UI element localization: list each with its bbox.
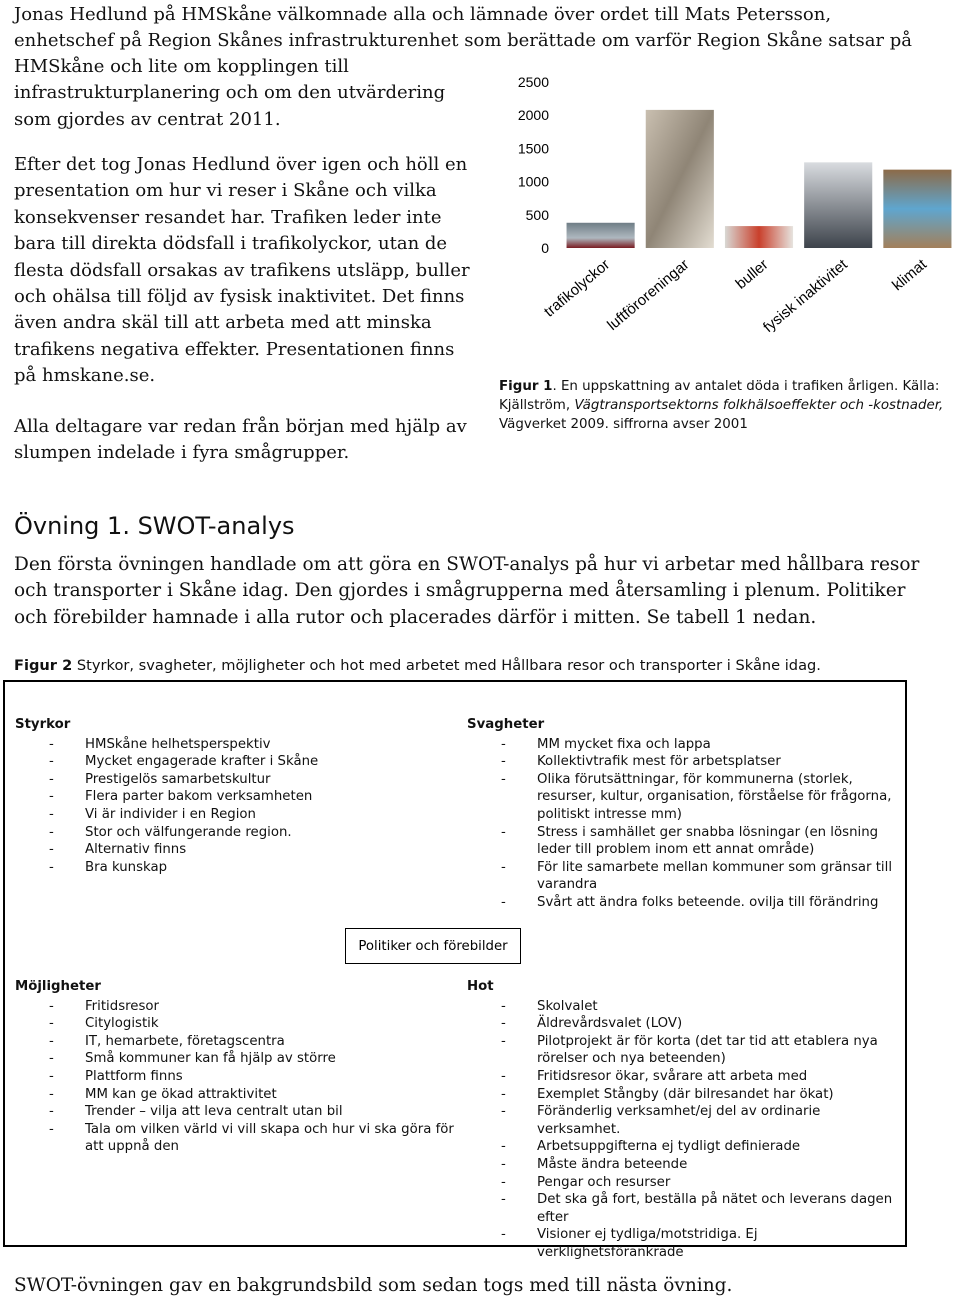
- bullet-dash: -: [501, 1033, 506, 1049]
- quadrant-title: Möjligheter: [15, 979, 101, 994]
- swot-item-text: Det ska gå fort, beställa på nätet och leverans dagen: [537, 1192, 893, 1208]
- bar-fysisk-inaktivitet: [804, 162, 872, 248]
- groups-paragraph: [14, 414, 484, 467]
- bullet-dash: -: [49, 1068, 54, 1084]
- swot-item-text: Prestigelös samarbetskultur: [85, 771, 271, 787]
- weaknesses-list: [467, 736, 897, 912]
- bar-trafikolyckor: [567, 223, 635, 248]
- swot-item-text: politiskt intresse mm): [537, 806, 682, 822]
- bullet-dash: -: [49, 771, 54, 787]
- section-heading: Övning 1. SWOT-analys: [14, 512, 295, 540]
- x-tick-label: trafikolyckor: [540, 256, 614, 321]
- bullet-dash: -: [49, 736, 54, 752]
- swot-item: [467, 1086, 907, 1104]
- swot-opportunities: [15, 978, 455, 1156]
- swot-item-text: Svårt att ändra folks beteende. ovilja till förändring: [537, 894, 879, 910]
- bullet-dash: -: [501, 859, 506, 875]
- swot-item-text: Arbetsuppgifterna ej tydligt definierade: [537, 1139, 801, 1155]
- swot-threats: [467, 978, 907, 1262]
- bar-luftföroreningar: [646, 110, 714, 248]
- swot-item: [467, 1068, 907, 1086]
- closing-paragraph: SWOT-övningen gav en bakgrundsbild som sedan togs med till nästa övning.: [14, 1275, 733, 1296]
- swot-item-text: Trender – vilja att leva centralt utan bil: [85, 1104, 343, 1120]
- swot-item-text: resurser, kultur, organisation, förståelse för frågorna,: [537, 789, 892, 805]
- figure-1-label: Figur 1: [499, 379, 553, 394]
- swot-item-text: Kollektivtrafik mest för arbetsplatser: [537, 754, 781, 770]
- text-line: och förebilder hamnade i alla rutor och placerades därför i mitten. Se tabell 1 nedan.: [14, 606, 817, 628]
- x-tick-label: buller: [732, 256, 772, 293]
- swot-item: [467, 736, 897, 754]
- bullet-dash: -: [49, 1033, 54, 1049]
- swot-item: [467, 1015, 907, 1033]
- y-tick-label: 0: [541, 240, 549, 256]
- swot-item: [15, 1015, 455, 1033]
- bullet-dash: -: [49, 1016, 54, 1032]
- swot-item-text: Pengar och resurser: [537, 1174, 671, 1190]
- swot-item-text: Måste ändra beteende: [537, 1156, 688, 1172]
- bullet-dash: -: [501, 1139, 506, 1155]
- bullet-dash: -: [501, 1227, 506, 1243]
- swot-item: [15, 841, 435, 859]
- bullet-dash: -: [501, 1174, 506, 1190]
- x-tick-label: klimat: [889, 256, 930, 295]
- figure-2-label: Figur 2: [14, 657, 73, 674]
- quadrant-title: Styrkor: [15, 717, 71, 732]
- bar-klimat: [883, 170, 951, 248]
- swot-item: [467, 1156, 907, 1174]
- bullet-dash: -: [49, 859, 54, 875]
- swot-item: [467, 859, 897, 894]
- swot-item-text: IT, hemarbete, företagscentra: [85, 1033, 285, 1049]
- bullet-dash: -: [501, 1068, 506, 1084]
- bullet-dash: -: [49, 824, 54, 840]
- bullet-dash: -: [501, 1156, 506, 1172]
- swot-item: [467, 1033, 907, 1068]
- text-line: Alla deltagare var redan från början med hjälp av: [14, 416, 467, 437]
- swot-item: [15, 1086, 455, 1104]
- chart-svg: [495, 66, 960, 361]
- y-tick-label: 2000: [517, 107, 549, 124]
- swot-item-text: leder till problem inom ett annat område): [537, 842, 815, 858]
- bullet-dash: -: [49, 789, 54, 805]
- figure-2-caption: [14, 657, 954, 674]
- swot-item: [467, 1191, 907, 1226]
- swot-item: [467, 1138, 907, 1156]
- swot-item: [15, 824, 435, 842]
- presentation-paragraph: [14, 152, 484, 390]
- caption-text: Styrkor, svagheter, möjligheter och hot med arbetet med Hållbara resor och transporter i Skåne idag.: [72, 657, 821, 674]
- swot-item: [467, 771, 897, 824]
- swot-item-text: varandra: [537, 877, 598, 893]
- swot-strengths: [15, 716, 435, 876]
- text-line: konsekvenser resandet har. Trafiken leder inte: [14, 206, 442, 228]
- center-label-box: [345, 928, 521, 964]
- swot-item-text: Pilotprojekt är för korta (det tar tid att etablera nya: [537, 1033, 878, 1049]
- swot-item: [15, 753, 435, 771]
- swot-item: [15, 806, 435, 824]
- swot-item-text: Olika förutsättningar, för kommunerna (storlek,: [537, 771, 853, 787]
- caption-text: Kjällström,: [499, 398, 575, 413]
- text-line: slumpen indelade i fyra smågrupper.: [14, 442, 350, 464]
- intro-paragraph-narrow: [14, 54, 484, 133]
- caption-text: . En uppskattning av antalet döda i trafiken årligen. Källa:: [552, 379, 940, 394]
- section-paragraph: [14, 552, 944, 631]
- text-line: på hmskane.se.: [14, 365, 156, 387]
- y-tick-label: 1000: [517, 173, 549, 190]
- swot-item-text: Citylogistik: [85, 1016, 159, 1032]
- text-line: Den första övningen handlade om att göra en SWOT-analys på hur vi arbetar med hållbara resor: [14, 554, 920, 575]
- figure-1-caption: [499, 377, 949, 434]
- text-line: även andra skäl till att arbeta med att minska: [14, 312, 432, 334]
- text-line: enhetschef på Region Skånes infrastrukturenhet som berättade om varför Region Skåne satsar på: [14, 30, 913, 52]
- swot-item: [467, 998, 907, 1016]
- deaths-bar-chart: [495, 66, 960, 361]
- strengths-list: [15, 736, 435, 877]
- text-line: infrastrukturplanering och om den utvärdering: [14, 82, 446, 104]
- text-line: HMSkåne och lite om kopplingen till: [14, 56, 349, 77]
- swot-item: [467, 894, 897, 912]
- bullet-dash: -: [501, 1104, 506, 1120]
- text-line: bara till direkta dödsfall i trafikolyckor, utan de: [14, 233, 448, 255]
- swot-weaknesses: [467, 716, 897, 912]
- swot-item-text: HMSkåne helhetsperspektiv: [85, 736, 271, 752]
- text-line: flesta dödsfall orsakas av trafikens utsläpp, buller: [14, 259, 470, 281]
- bullet-dash: -: [501, 1192, 506, 1208]
- swot-item-text: Vi är individer i en Region: [85, 806, 256, 822]
- bullet-dash: -: [49, 754, 54, 770]
- text-line: presentation om hur vi reser i Skåne och vilka: [14, 180, 437, 202]
- swot-item-text: Fritidsresor: [85, 998, 160, 1014]
- swot-item-text: efter: [537, 1209, 569, 1225]
- bullet-dash: -: [501, 771, 506, 787]
- swot-item: [467, 753, 897, 771]
- swot-item: [15, 771, 435, 789]
- swot-item-text: För lite samarbete mellan kommuner som gränsar till: [537, 859, 893, 875]
- swot-item-text: Visioner ej tydliga/motstridiga. Ej verklighetsförankrade: [537, 1227, 758, 1260]
- swot-item-text: Mycket engagerade krafter i Skåne: [85, 754, 319, 770]
- swot-item-text: Plattform finns: [85, 1068, 183, 1084]
- bullet-dash: -: [501, 1016, 506, 1032]
- swot-item: [15, 859, 435, 877]
- caption-source-title: Vägtransportsektorns folkhälsoeffekter och -kostnader,: [574, 398, 944, 413]
- y-tick-label: 2500: [517, 74, 549, 90]
- swot-item-text: att uppnå den: [85, 1139, 179, 1155]
- bullet-dash: -: [501, 1086, 506, 1102]
- bullet-dash: -: [501, 998, 506, 1014]
- bullet-dash: -: [49, 1121, 54, 1137]
- swot-item: [15, 1121, 455, 1156]
- text-line: och transporter i Skåne idag. Den gjordes i smågrupperna med återsamling i plenum. Politiker: [14, 580, 906, 602]
- swot-item: [15, 736, 435, 754]
- bullet-dash: -: [501, 894, 506, 910]
- x-tick-label: luftföroreningar: [604, 256, 693, 334]
- bullet-dash: -: [501, 736, 506, 752]
- swot-item: [467, 1174, 907, 1192]
- swot-item: [15, 1033, 455, 1051]
- text-line: och ohälsa till följd av fysisk inaktivitet. Det finns: [14, 286, 465, 308]
- text-line: trafikens negativa effekter. Presentationen finns: [14, 338, 455, 360]
- swot-item: [467, 1103, 907, 1138]
- bullet-dash: -: [49, 1051, 54, 1067]
- swot-item-text: Äldrevårdsvalet (LOV): [537, 1016, 683, 1032]
- swot-item-text: Flera parter bakom verksamheten: [85, 789, 313, 805]
- quadrant-title: Svagheter: [467, 717, 545, 732]
- swot-item-text: MM mycket fixa och lappa: [537, 736, 711, 752]
- bullet-dash: -: [501, 824, 506, 840]
- text-line: Efter det tog Jonas Hedlund över igen och höll en: [14, 154, 468, 175]
- swot-item: [467, 1226, 907, 1261]
- swot-item-text: rörelser och nya beteenden): [537, 1051, 726, 1067]
- y-tick-label: 1500: [517, 140, 549, 157]
- swot-item-text: Fritidsresor ökar, svårare att arbeta med: [537, 1068, 808, 1084]
- swot-item-text: Föränderlig verksamhet/ej del av ordinarie verksamhet.: [537, 1104, 821, 1137]
- center-label: Politiker och förebilder: [358, 938, 508, 954]
- bullet-dash: -: [501, 754, 506, 770]
- swot-item: [15, 1103, 455, 1121]
- bullet-dash: -: [49, 1104, 54, 1120]
- swot-item-text: Skolvalet: [537, 998, 598, 1014]
- swot-item: [15, 1050, 455, 1068]
- swot-item-text: Stress i samhället ger snabba lösningar (en lösning: [537, 824, 879, 840]
- text-line: Jonas Hedlund på HMSkåne välkomnade alla och lämnade över ordet till Mats Petersson,: [14, 4, 832, 25]
- y-tick-label: 500: [525, 206, 549, 223]
- swot-item-text: Små kommuner kan få hjälp av större: [85, 1051, 336, 1067]
- swot-item-text: Alternativ finns: [85, 842, 187, 858]
- swot-item-text: Tala om vilken värld vi vill skapa och hur vi ska göra för: [85, 1121, 454, 1137]
- quadrant-title: Hot: [467, 979, 494, 994]
- swot-item-text: Bra kunskap: [85, 859, 168, 875]
- threats-list: [467, 998, 907, 1262]
- swot-item: [467, 824, 897, 859]
- swot-item: [15, 1068, 455, 1086]
- opportunities-list: [15, 998, 455, 1156]
- swot-item-text: Stor och välfungerande region.: [85, 824, 292, 840]
- x-tick-label: fysisk inaktivitet: [760, 256, 851, 337]
- intro-paragraph-top: [14, 2, 914, 55]
- bullet-dash: -: [49, 998, 54, 1014]
- caption-text: Vägverket 2009. siffrorna avser 2001: [499, 417, 748, 432]
- bullet-dash: -: [49, 806, 54, 822]
- swot-item: [15, 998, 455, 1016]
- bar-buller: [725, 226, 793, 248]
- swot-item-text: Exemplet Stångby (där bilresandet har ökat): [537, 1086, 834, 1102]
- swot-item: [15, 788, 435, 806]
- bullet-dash: -: [49, 842, 54, 858]
- bullet-dash: -: [49, 1086, 54, 1102]
- swot-item-text: MM kan ge ökad attraktivitet: [85, 1086, 277, 1102]
- text-line: som gjordes av centrat 2011.: [14, 108, 281, 130]
